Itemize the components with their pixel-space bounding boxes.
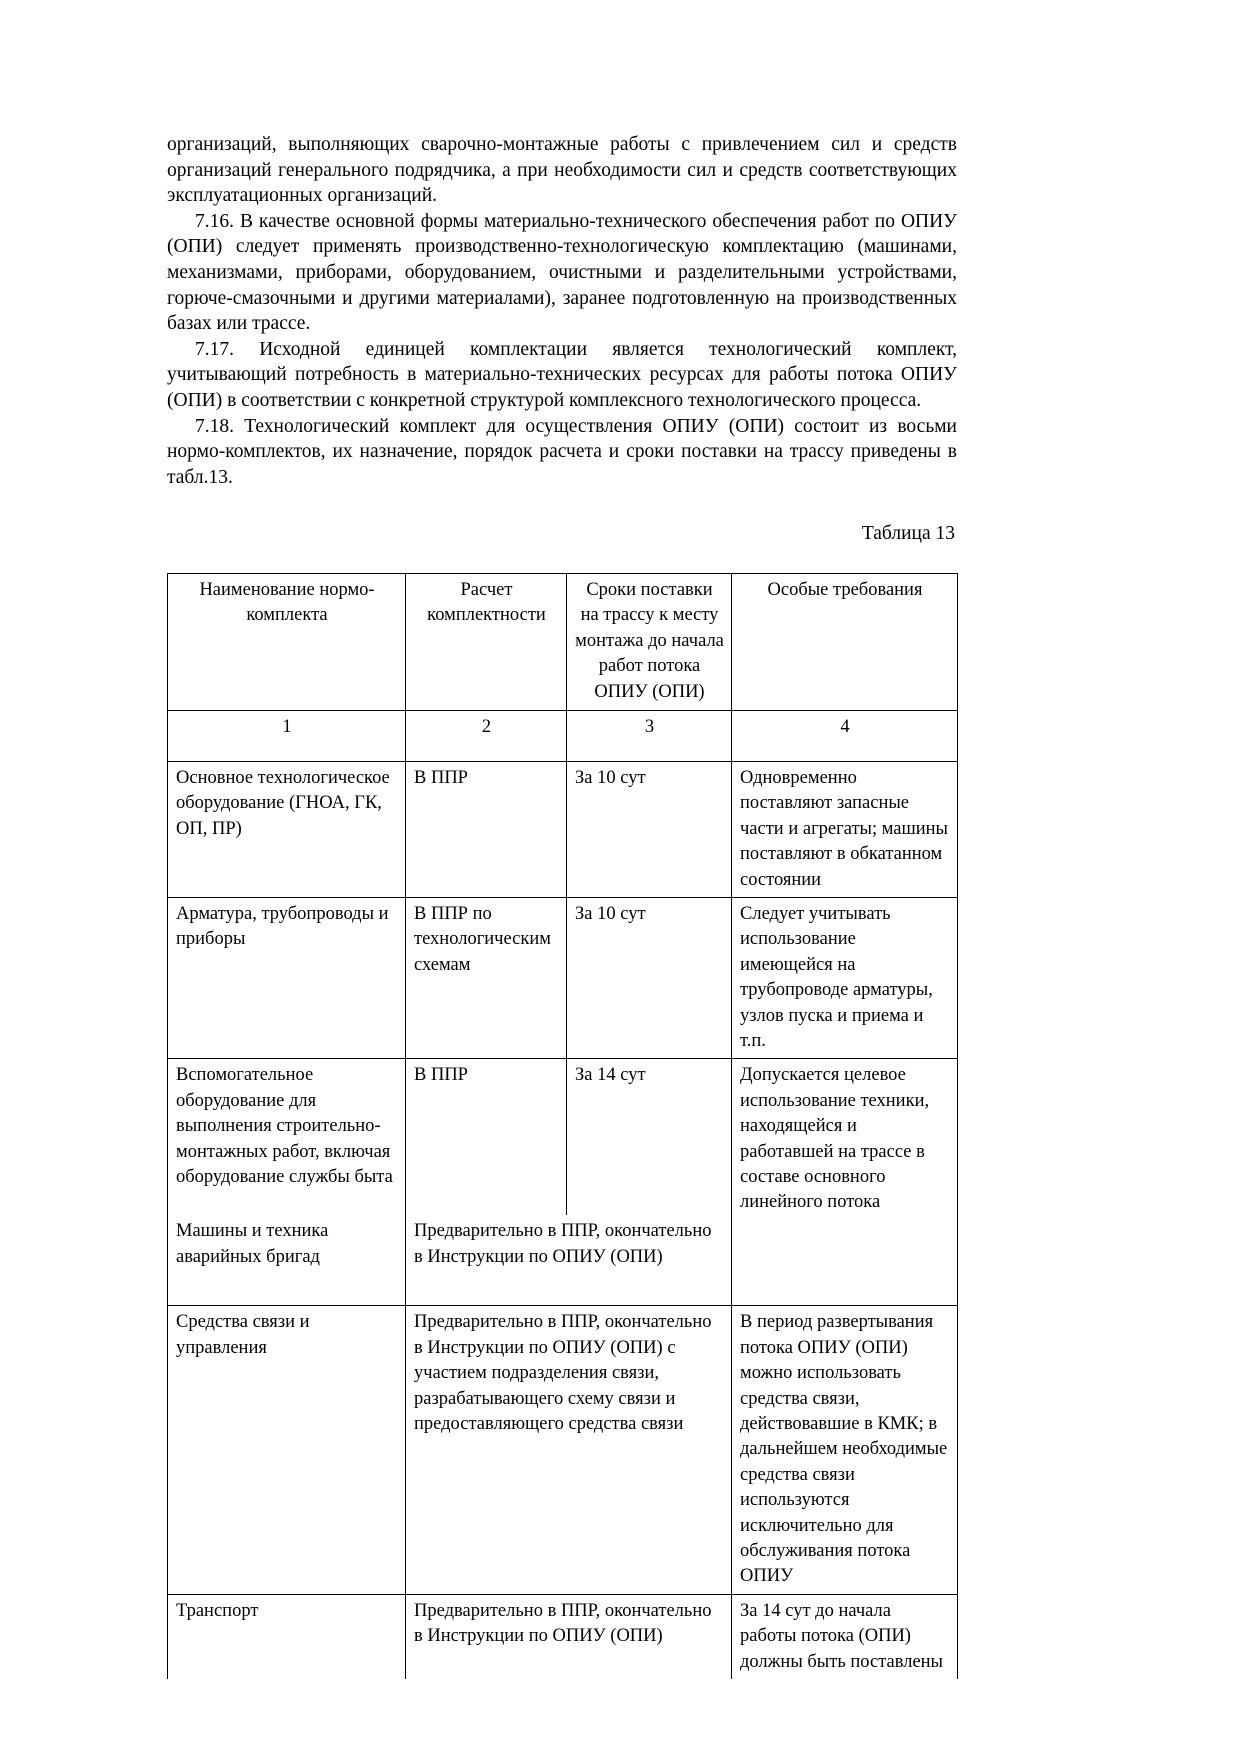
cell-requirements: Одновременно поставляют запасные части и агрегаты; машины поставляют в обкатанном состоянии [732,761,958,897]
cell-calc: В ППР [406,1059,567,1216]
cell-calc-merged: Предварительно в ППР, окончательно в Инструкции по ОПИУ (ОПИ) с участием подразделения связи, разрабатывающего схему связи и предоставляющего средства связи [406,1306,732,1594]
page-content [167,132,957,1679]
paragraph-7-17: 7.17. Исходной единицей комплектации является технологический комплект, учитывающий потребность в материально-технических ресурсах для работы потока ОПИУ (ОПИ) в соответствии с конкретной структурой комплексного технологического процесса. [167,338,957,411]
cell-calc: В ППР [406,761,567,897]
header-cell-name: Наименование нормо-комплекта [168,573,406,710]
cell-requirements: Следует учитывать использование имеющейся на трубопроводе арматуры, узлов пуска и приема и т.п. [732,897,958,1058]
cell-requirements: Допускается целевое использование техники, находящейся и работавшей на трассе в составе основного линейного потока [732,1059,958,1306]
cell-name: Основное технологическое оборудование (ГНОА, ГК, ОП, ПР) [168,761,406,897]
cell-deadline: За 10 сут [567,761,732,897]
cell-name: Вспомогательное оборудование для выполнения строительно-монтажных работ, включая оборудование службы быта [168,1059,406,1216]
column-number-4: 4 [732,710,958,761]
cell-name: Транспорт [168,1594,406,1679]
table-row [168,1306,958,1594]
table-column-number-row [168,710,958,761]
column-number-1: 1 [168,710,406,761]
cell-name: Средства связи и управления [168,1306,406,1594]
header-cell-calc: Расчет комплектности [406,573,567,710]
cell-deadline: За 14 сут [567,1059,732,1216]
cell-calc-merged: Предварительно в ППР, окончательно в Инструкции по ОПИУ (ОПИ) [406,1215,732,1306]
header-cell-deadline: Сроки поставки на трассу к месту монтажа до начала работ потока ОПИУ (ОПИ) [567,573,732,710]
paragraph-7-18: 7.18. Технологический комплект для осуществления ОПИУ (ОПИ) состоит из восьми нормо-комплектов, их назначение, порядок расчета и сроки поставки на трассу приведены в табл.13. [167,415,957,488]
cell-name: Машины и техника аварийных бригад [168,1215,406,1306]
table-row [168,1594,958,1679]
table-row [168,1059,958,1216]
cell-requirements: В период развертывания потока ОПИУ (ОПИ) можно использовать средства связи, действовавшие в КМК; в дальнейшем необходимые средства связи используются исключительно для обслуживания потока ОПИУ [732,1306,958,1594]
paragraph-intro: организаций, выполняющих сварочно-монтажные работы с привлечением сил и средств организаций генерального подрядчика, а при необходимости сил и средств соответствующих эксплуатационных организаций. [167,134,957,207]
table-caption: Таблица 13 [861,523,955,545]
cell-deadline: За 10 сут [567,897,732,1058]
cell-calc: В ППР по технологическим схемам [406,897,567,1058]
paragraph-7-16: 7.16. В качестве основной формы материально-технического обеспечения работ по ОПИУ (ОПИ) следует применять производственно-технологическую комплектацию (машинами, механизмами, приборами, оборудованием, очистными и разделительными устройствами, горюче-смазочными и другими материалами), заранее подготовленную на производственных базах или трассе. [167,210,957,335]
table-row [168,761,958,897]
cell-requirements: За 14 сут до начала работы потока (ОПИ) должны быть поставлены [732,1594,958,1679]
cell-name: Арматура, трубопроводы и приборы [168,897,406,1058]
table-header-row [168,573,958,710]
table-13 [167,573,958,1679]
column-number-3: 3 [567,710,732,761]
cell-calc-merged: Предварительно в ППР, окончательно в Инструкции по ОПИУ (ОПИ) [406,1594,732,1679]
table-row [168,897,958,1058]
header-cell-requirements: Особые требования [732,573,958,710]
column-number-2: 2 [406,710,567,761]
